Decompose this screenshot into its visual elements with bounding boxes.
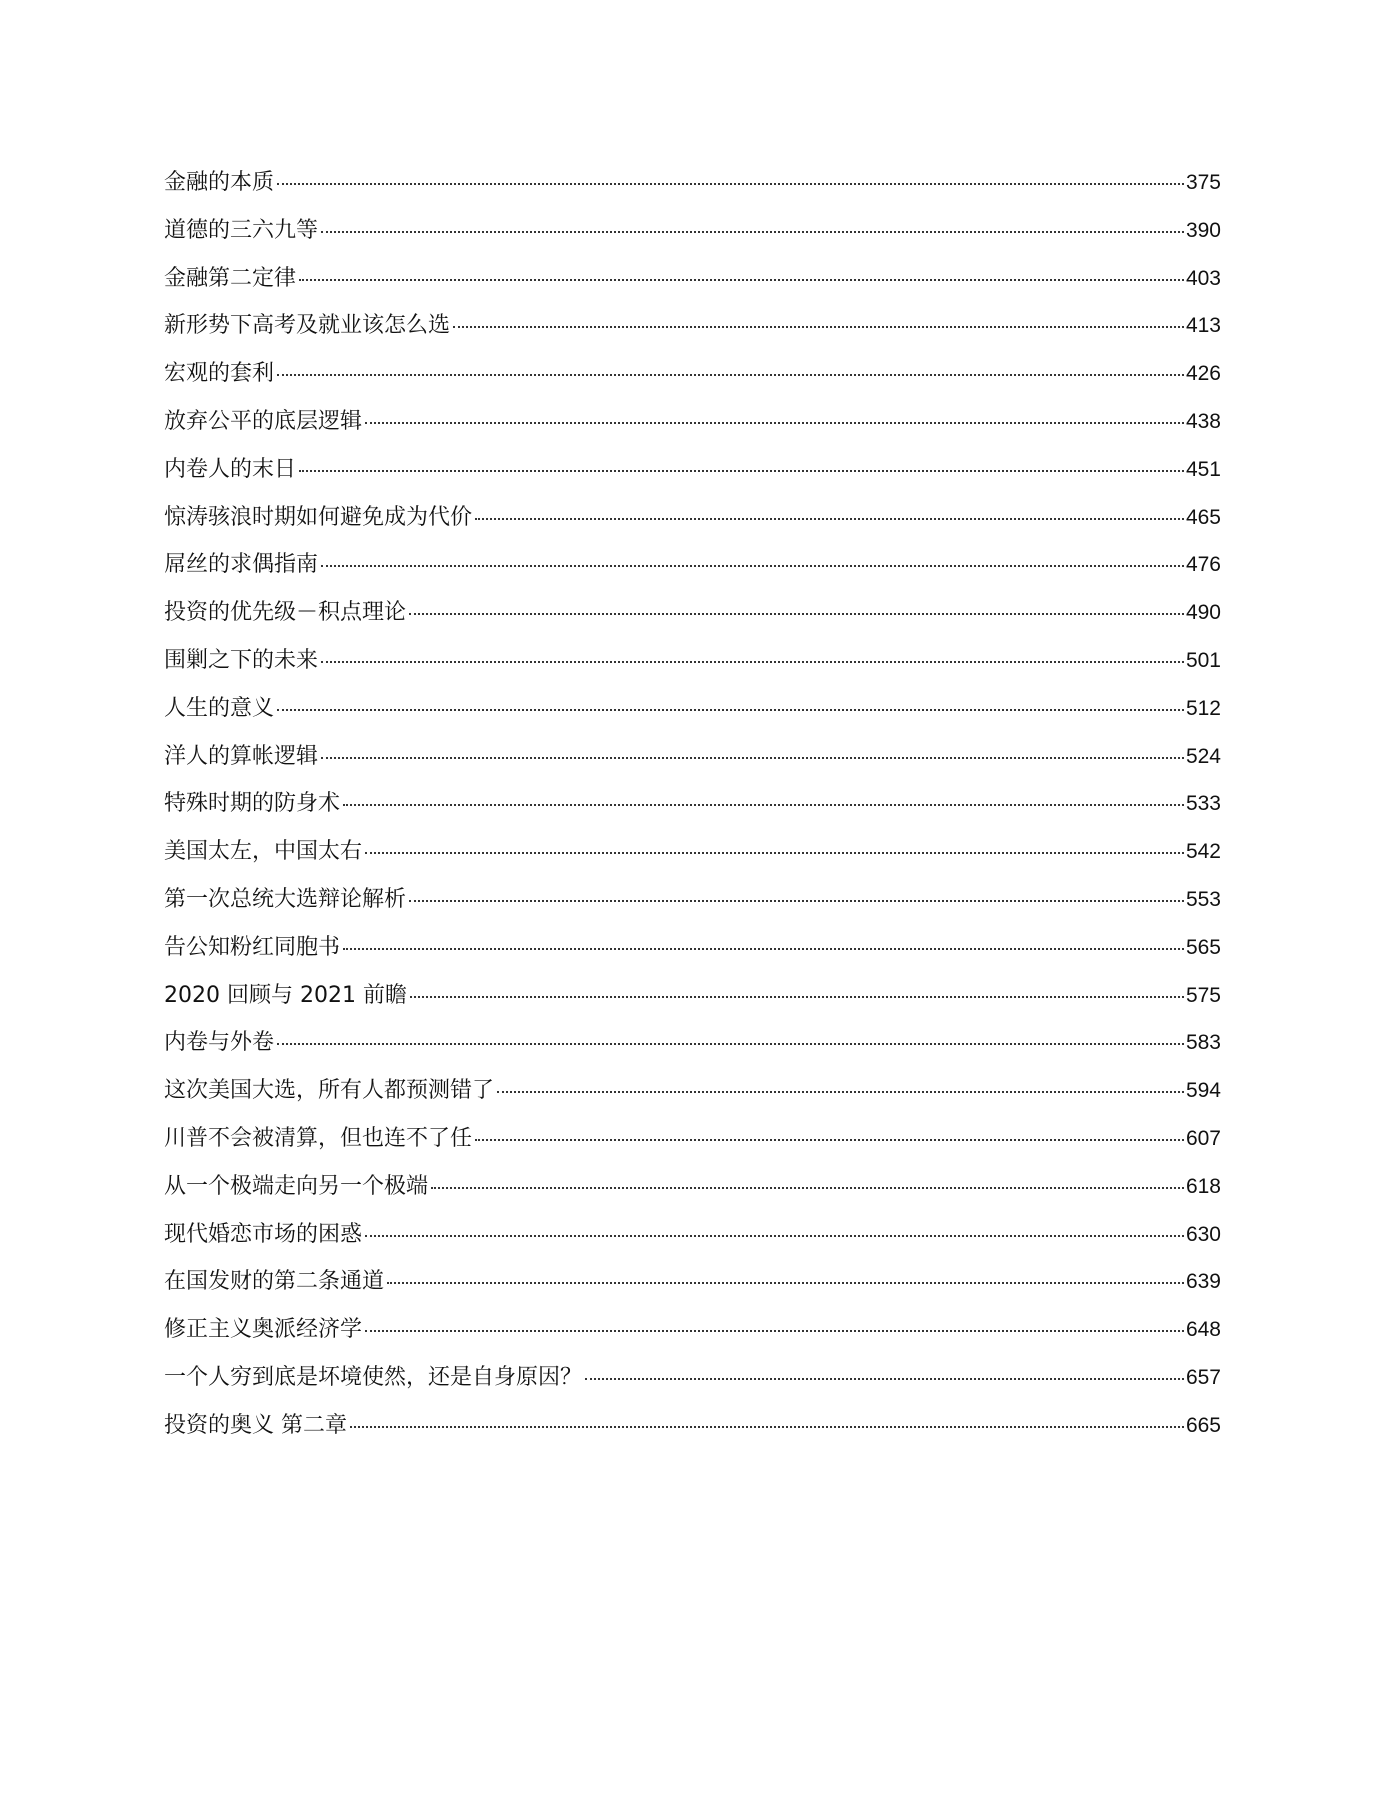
toc-entry-title: 第一次总统大选辩论解析 <box>164 886 407 912</box>
toc-entry[interactable] <box>164 589 1221 637</box>
toc-leader-dots <box>387 1280 1184 1284</box>
toc-entry[interactable] <box>164 350 1221 398</box>
toc-entry-page: 451 <box>1185 457 1221 481</box>
toc-entry[interactable] <box>164 255 1221 303</box>
toc-entry[interactable] <box>164 1163 1221 1211</box>
toc-entry-page: 465 <box>1185 505 1221 529</box>
toc-entry-title: 内卷与外卷 <box>164 1030 275 1056</box>
toc-leader-dots <box>475 1137 1184 1141</box>
toc-entry[interactable] <box>164 494 1221 542</box>
toc-entry[interactable] <box>164 1019 1221 1067</box>
toc-entry-page: 594 <box>1185 1079 1221 1103</box>
toc-leader-dots <box>321 229 1184 233</box>
toc-entry-title: 宏观的套利 <box>164 361 275 387</box>
toc-leader-dots <box>343 946 1184 950</box>
toc-entry-page: 657 <box>1185 1365 1221 1389</box>
toc-entry[interactable] <box>164 1258 1221 1306</box>
toc-entry-title: 特殊时期的防身术 <box>164 791 341 817</box>
toc-leader-dots <box>497 1089 1184 1093</box>
toc-leader-dots <box>321 563 1184 567</box>
toc-entry[interactable] <box>164 541 1221 589</box>
toc-entry[interactable] <box>164 1115 1221 1163</box>
toc-entry[interactable] <box>164 1354 1221 1402</box>
toc-leader-dots <box>365 420 1184 424</box>
toc-entry-title: 金融的本质 <box>164 170 275 195</box>
toc-entry[interactable] <box>164 685 1221 733</box>
toc-leader-dots <box>277 372 1184 376</box>
toc-entry-page: 438 <box>1185 409 1221 433</box>
toc-entry[interactable] <box>164 1211 1221 1259</box>
toc-entry-title: 修正主义奥派经济学 <box>164 1317 363 1343</box>
toc-leader-dots <box>365 1328 1184 1332</box>
toc-entry-title: 投资的奥义 第二章 <box>164 1412 347 1438</box>
toc-entry-title: 内卷人的末日 <box>164 456 297 482</box>
toc-entry-title: 一个人穷到底是坏境使然，还是自身原因？ <box>164 1364 583 1390</box>
toc-leader-dots <box>365 1233 1184 1237</box>
toc-entry-page: 426 <box>1185 362 1221 386</box>
toc-entry[interactable] <box>164 1402 1221 1450</box>
toc-entry-page: 542 <box>1185 840 1221 864</box>
toc-entry-page: 575 <box>1185 983 1221 1007</box>
toc-entry-title: 美国太左，中国太右 <box>164 839 363 865</box>
toc-leader-dots <box>410 994 1184 998</box>
toc-entry-title: 从一个极端走向另一个极端 <box>164 1173 429 1199</box>
toc-leader-dots <box>277 181 1184 185</box>
toc-entry[interactable] <box>164 637 1221 685</box>
toc-entry[interactable] <box>164 446 1221 494</box>
toc-entry-title: 这次美国大选，所有人都预测错了 <box>164 1078 495 1104</box>
toc-entry[interactable] <box>164 924 1221 972</box>
toc-leader-dots <box>343 802 1184 806</box>
toc-entry[interactable] <box>164 302 1221 350</box>
toc-entry-page: 607 <box>1185 1126 1221 1150</box>
toc-entry-title: 在国发财的第二条通道 <box>164 1269 385 1295</box>
toc-entry-title: 2020 回顾与 2021 前瞻 <box>164 982 407 1008</box>
toc-entry[interactable] <box>164 876 1221 924</box>
table-of-contents <box>164 159 1221 1450</box>
toc-leader-dots <box>350 1424 1184 1428</box>
toc-leader-dots <box>321 659 1184 663</box>
toc-entry[interactable] <box>164 780 1221 828</box>
toc-entry-title: 金融第二定律 <box>164 265 297 291</box>
toc-leader-dots <box>585 1376 1184 1380</box>
toc-entry[interactable] <box>164 733 1221 781</box>
toc-leader-dots <box>431 1185 1184 1189</box>
toc-entry-title: 现代婚恋市场的困惑 <box>164 1221 363 1247</box>
toc-entry[interactable] <box>164 1306 1221 1354</box>
toc-entry-title: 惊涛骇浪时期如何避免成为代价 <box>164 504 473 530</box>
toc-entry-page: 476 <box>1185 553 1221 577</box>
toc-entry-page: 413 <box>1185 314 1221 338</box>
toc-entry[interactable] <box>164 398 1221 446</box>
toc-entry-page: 403 <box>1185 266 1221 290</box>
toc-entry-page: 665 <box>1185 1413 1221 1437</box>
toc-entry-title: 洋人的算帐逻辑 <box>164 743 319 769</box>
toc-entry-title: 告公知粉红同胞书 <box>164 934 341 960</box>
toc-entry[interactable] <box>164 972 1221 1020</box>
toc-leader-dots <box>299 277 1184 281</box>
toc-entry-title: 投资的优先级－积点理论 <box>164 600 407 626</box>
toc-entry-page: 390 <box>1185 218 1221 242</box>
toc-entry-title: 川普不会被清算，但也连不了任 <box>164 1125 473 1151</box>
toc-leader-dots <box>365 850 1184 854</box>
toc-entry-page: 501 <box>1185 648 1221 672</box>
toc-entry-page: 533 <box>1185 792 1221 816</box>
toc-entry-page: 639 <box>1185 1270 1221 1294</box>
toc-entry[interactable] <box>164 159 1221 207</box>
toc-entry-page: 553 <box>1185 887 1221 911</box>
toc-entry-page: 583 <box>1185 1031 1221 1055</box>
toc-leader-dots <box>277 707 1184 711</box>
toc-leader-dots <box>321 755 1184 759</box>
toc-leader-dots <box>299 468 1184 472</box>
toc-leader-dots <box>409 898 1184 902</box>
toc-entry-page: 375 <box>1185 171 1221 194</box>
toc-entry-page: 524 <box>1185 744 1221 768</box>
toc-entry-title: 围剿之下的未来 <box>164 647 319 673</box>
toc-entry-title: 人生的意义 <box>164 695 275 721</box>
toc-entry-title: 道德的三六九等 <box>164 217 319 243</box>
toc-entry-page: 565 <box>1185 935 1221 959</box>
toc-entry-page: 512 <box>1185 696 1221 720</box>
toc-entry[interactable] <box>164 828 1221 876</box>
toc-entry-page: 630 <box>1185 1222 1221 1246</box>
toc-leader-dots <box>409 611 1184 615</box>
toc-entry[interactable] <box>164 207 1221 255</box>
toc-entry-page: 618 <box>1185 1174 1221 1198</box>
toc-entry-title: 屌丝的求偶指南 <box>164 552 319 578</box>
toc-leader-dots <box>453 324 1184 328</box>
toc-entry-title: 放弃公平的底层逻辑 <box>164 408 363 434</box>
toc-leader-dots <box>277 1041 1184 1045</box>
toc-entry[interactable] <box>164 1067 1221 1115</box>
toc-entry-title: 新形势下高考及就业该怎么选 <box>164 313 451 339</box>
toc-entry-page: 648 <box>1185 1318 1221 1342</box>
toc-leader-dots <box>475 516 1184 520</box>
toc-entry-page: 490 <box>1185 601 1221 625</box>
